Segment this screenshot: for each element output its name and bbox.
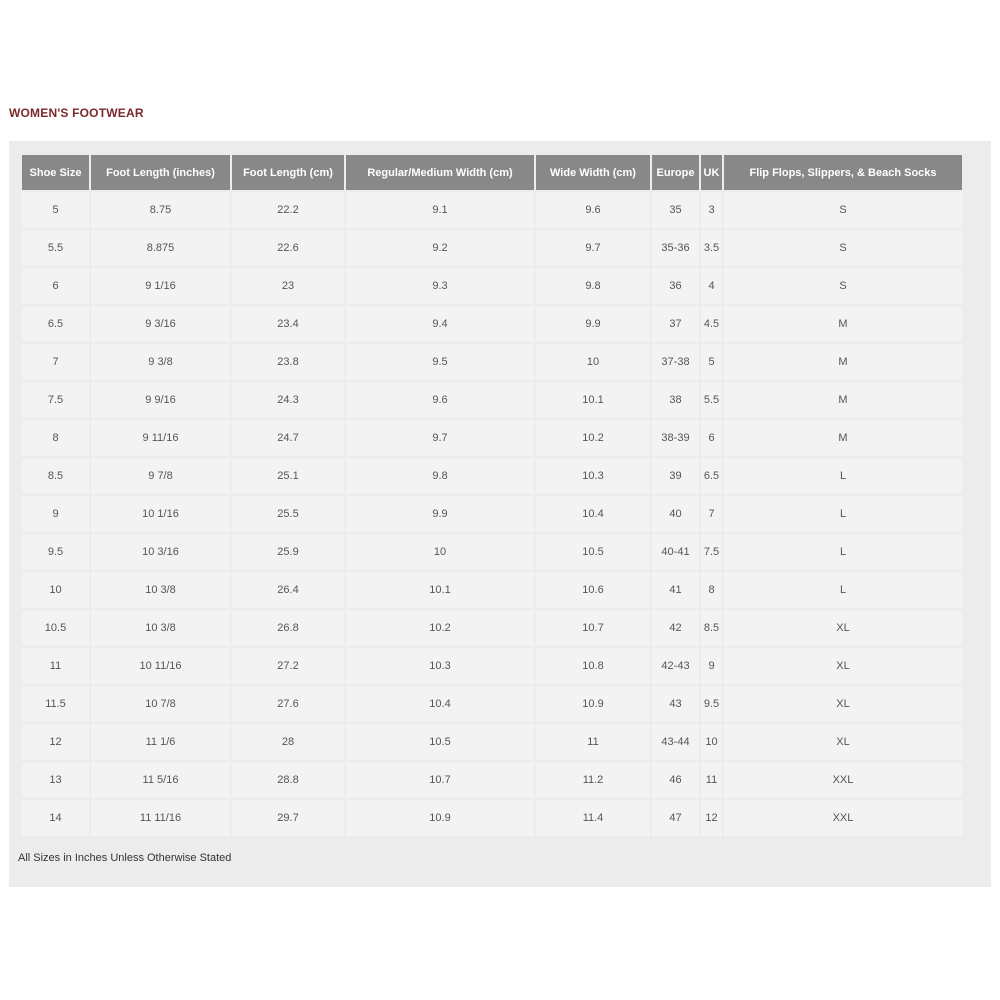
cell-foot-length-inches: 11 5/16 xyxy=(91,762,230,798)
cell-wide-width: 10.5 xyxy=(536,534,650,570)
cell-foot-length-cm: 23.4 xyxy=(232,306,344,342)
header-uk: UK xyxy=(701,155,722,190)
cell-foot-length-cm: 27.2 xyxy=(232,648,344,684)
cell-wide-width: 11.4 xyxy=(536,800,650,836)
cell-wide-width: 10.1 xyxy=(536,382,650,418)
cell-foot-length-inches: 8.75 xyxy=(91,192,230,228)
cell-foot-length-inches: 9 1/16 xyxy=(91,268,230,304)
table-row xyxy=(22,496,962,532)
cell-wide-width: 10 xyxy=(536,344,650,380)
cell-regular-width: 9.6 xyxy=(346,382,534,418)
size-chart-panel xyxy=(9,141,991,887)
table-row xyxy=(22,306,962,342)
cell-uk: 4 xyxy=(701,268,722,304)
cell-shoe-size: 11.5 xyxy=(22,686,89,722)
cell-foot-length-cm: 24.7 xyxy=(232,420,344,456)
cell-foot-length-cm: 24.3 xyxy=(232,382,344,418)
cell-foot-length-cm: 23.8 xyxy=(232,344,344,380)
table-row xyxy=(22,230,962,266)
cell-flip-flops: XL xyxy=(724,724,962,760)
cell-shoe-size: 12 xyxy=(22,724,89,760)
cell-shoe-size: 9.5 xyxy=(22,534,89,570)
table-row xyxy=(22,572,962,608)
cell-shoe-size: 8.5 xyxy=(22,458,89,494)
cell-wide-width: 10.2 xyxy=(536,420,650,456)
cell-shoe-size: 11 xyxy=(22,648,89,684)
cell-wide-width: 9.9 xyxy=(536,306,650,342)
table-row xyxy=(22,192,962,228)
cell-shoe-size: 5.5 xyxy=(22,230,89,266)
cell-regular-width: 10.7 xyxy=(346,762,534,798)
cell-foot-length-cm: 26.4 xyxy=(232,572,344,608)
cell-foot-length-cm: 25.5 xyxy=(232,496,344,532)
cell-foot-length-inches: 11 1/6 xyxy=(91,724,230,760)
cell-foot-length-cm: 29.7 xyxy=(232,800,344,836)
header-foot-length-cm: Foot Length (cm) xyxy=(232,155,344,190)
cell-wide-width: 10.8 xyxy=(536,648,650,684)
table-row xyxy=(22,724,962,760)
table-row xyxy=(22,382,962,418)
cell-foot-length-inches: 10 1/16 xyxy=(91,496,230,532)
header-foot-length-inches: Foot Length (inches) xyxy=(91,155,230,190)
cell-uk: 10 xyxy=(701,724,722,760)
cell-foot-length-cm: 23 xyxy=(232,268,344,304)
cell-regular-width: 9.4 xyxy=(346,306,534,342)
cell-regular-width: 10.4 xyxy=(346,686,534,722)
cell-europe: 38-39 xyxy=(652,420,699,456)
cell-europe: 40 xyxy=(652,496,699,532)
header-shoe-size: Shoe Size xyxy=(22,155,89,190)
cell-shoe-size: 9 xyxy=(22,496,89,532)
cell-europe: 41 xyxy=(652,572,699,608)
cell-wide-width: 10.3 xyxy=(536,458,650,494)
cell-foot-length-inches: 10 3/16 xyxy=(91,534,230,570)
cell-regular-width: 9.7 xyxy=(346,420,534,456)
cell-wide-width: 10.6 xyxy=(536,572,650,608)
cell-flip-flops: M xyxy=(724,306,962,342)
cell-regular-width: 10.5 xyxy=(346,724,534,760)
cell-foot-length-inches: 10 11/16 xyxy=(91,648,230,684)
cell-uk: 3 xyxy=(701,192,722,228)
cell-uk: 6 xyxy=(701,420,722,456)
cell-uk: 3.5 xyxy=(701,230,722,266)
table-row xyxy=(22,762,962,798)
cell-regular-width: 9.9 xyxy=(346,496,534,532)
cell-foot-length-cm: 22.2 xyxy=(232,192,344,228)
table-row xyxy=(22,800,962,836)
cell-uk: 7.5 xyxy=(701,534,722,570)
cell-shoe-size: 7.5 xyxy=(22,382,89,418)
cell-uk: 4.5 xyxy=(701,306,722,342)
cell-shoe-size: 10 xyxy=(22,572,89,608)
table-row xyxy=(22,344,962,380)
cell-flip-flops: XXL xyxy=(724,762,962,798)
cell-shoe-size: 14 xyxy=(22,800,89,836)
cell-europe: 40-41 xyxy=(652,534,699,570)
cell-regular-width: 10.2 xyxy=(346,610,534,646)
cell-foot-length-cm: 28 xyxy=(232,724,344,760)
cell-flip-flops: M xyxy=(724,344,962,380)
cell-wide-width: 10.9 xyxy=(536,686,650,722)
cell-foot-length-inches: 9 9/16 xyxy=(91,382,230,418)
cell-foot-length-cm: 22.6 xyxy=(232,230,344,266)
cell-shoe-size: 8 xyxy=(22,420,89,456)
header-wide-width: Wide Width (cm) xyxy=(536,155,650,190)
cell-regular-width: 9.8 xyxy=(346,458,534,494)
table-body xyxy=(22,192,962,836)
cell-wide-width: 9.8 xyxy=(536,268,650,304)
table-row xyxy=(22,610,962,646)
table-row xyxy=(22,458,962,494)
cell-wide-width: 9.7 xyxy=(536,230,650,266)
cell-foot-length-inches: 8.875 xyxy=(91,230,230,266)
cell-europe: 47 xyxy=(652,800,699,836)
cell-flip-flops: S xyxy=(724,230,962,266)
cell-flip-flops: XL xyxy=(724,686,962,722)
cell-foot-length-inches: 11 11/16 xyxy=(91,800,230,836)
cell-europe: 37-38 xyxy=(652,344,699,380)
cell-europe: 43 xyxy=(652,686,699,722)
table-row xyxy=(22,420,962,456)
cell-regular-width: 9.2 xyxy=(346,230,534,266)
cell-regular-width: 10 xyxy=(346,534,534,570)
cell-foot-length-cm: 26.8 xyxy=(232,610,344,646)
cell-regular-width: 9.1 xyxy=(346,192,534,228)
cell-regular-width: 10.9 xyxy=(346,800,534,836)
cell-uk: 12 xyxy=(701,800,722,836)
cell-foot-length-inches: 10 3/8 xyxy=(91,572,230,608)
cell-wide-width: 10.4 xyxy=(536,496,650,532)
cell-europe: 39 xyxy=(652,458,699,494)
cell-europe: 42-43 xyxy=(652,648,699,684)
cell-europe: 38 xyxy=(652,382,699,418)
cell-uk: 8 xyxy=(701,572,722,608)
cell-shoe-size: 10.5 xyxy=(22,610,89,646)
cell-shoe-size: 7 xyxy=(22,344,89,380)
cell-foot-length-inches: 10 7/8 xyxy=(91,686,230,722)
cell-uk: 5.5 xyxy=(701,382,722,418)
cell-flip-flops: XL xyxy=(724,648,962,684)
cell-flip-flops: S xyxy=(724,192,962,228)
footnote: All Sizes in Inches Unless Otherwise Stated xyxy=(18,852,232,864)
cell-flip-flops: L xyxy=(724,496,962,532)
cell-regular-width: 10.1 xyxy=(346,572,534,608)
cell-uk: 5 xyxy=(701,344,722,380)
cell-flip-flops: S xyxy=(724,268,962,304)
cell-foot-length-inches: 10 3/8 xyxy=(91,610,230,646)
cell-flip-flops: XL xyxy=(724,610,962,646)
cell-europe: 42 xyxy=(652,610,699,646)
table-header-row xyxy=(22,155,962,190)
cell-foot-length-inches: 9 11/16 xyxy=(91,420,230,456)
cell-flip-flops: L xyxy=(724,534,962,570)
cell-foot-length-cm: 25.1 xyxy=(232,458,344,494)
cell-shoe-size: 13 xyxy=(22,762,89,798)
cell-regular-width: 9.5 xyxy=(346,344,534,380)
table-row xyxy=(22,534,962,570)
cell-europe: 35-36 xyxy=(652,230,699,266)
cell-regular-width: 9.3 xyxy=(346,268,534,304)
cell-flip-flops: XXL xyxy=(724,800,962,836)
cell-foot-length-cm: 25.9 xyxy=(232,534,344,570)
page-title: WOMEN'S FOOTWEAR xyxy=(9,106,144,120)
cell-wide-width: 11.2 xyxy=(536,762,650,798)
cell-europe: 36 xyxy=(652,268,699,304)
cell-flip-flops: L xyxy=(724,458,962,494)
cell-europe: 46 xyxy=(652,762,699,798)
cell-uk: 8.5 xyxy=(701,610,722,646)
cell-wide-width: 9.6 xyxy=(536,192,650,228)
cell-uk: 11 xyxy=(701,762,722,798)
cell-uk: 9 xyxy=(701,648,722,684)
cell-flip-flops: L xyxy=(724,572,962,608)
size-chart-table xyxy=(20,153,964,838)
cell-flip-flops: M xyxy=(724,382,962,418)
cell-foot-length-inches: 9 3/16 xyxy=(91,306,230,342)
cell-shoe-size: 6 xyxy=(22,268,89,304)
cell-regular-width: 10.3 xyxy=(346,648,534,684)
cell-wide-width: 10.7 xyxy=(536,610,650,646)
table-row xyxy=(22,686,962,722)
cell-europe: 43-44 xyxy=(652,724,699,760)
cell-europe: 37 xyxy=(652,306,699,342)
cell-europe: 35 xyxy=(652,192,699,228)
table-row xyxy=(22,268,962,304)
cell-foot-length-inches: 9 7/8 xyxy=(91,458,230,494)
cell-uk: 9.5 xyxy=(701,686,722,722)
header-flip-flops: Flip Flops, Slippers, & Beach Socks xyxy=(724,155,962,190)
table-row xyxy=(22,648,962,684)
cell-shoe-size: 5 xyxy=(22,192,89,228)
cell-foot-length-cm: 28.8 xyxy=(232,762,344,798)
cell-uk: 7 xyxy=(701,496,722,532)
cell-wide-width: 11 xyxy=(536,724,650,760)
header-regular-width: Regular/Medium Width (cm) xyxy=(346,155,534,190)
header-europe: Europe xyxy=(652,155,699,190)
cell-shoe-size: 6.5 xyxy=(22,306,89,342)
cell-foot-length-inches: 9 3/8 xyxy=(91,344,230,380)
cell-uk: 6.5 xyxy=(701,458,722,494)
cell-flip-flops: M xyxy=(724,420,962,456)
cell-foot-length-cm: 27.6 xyxy=(232,686,344,722)
